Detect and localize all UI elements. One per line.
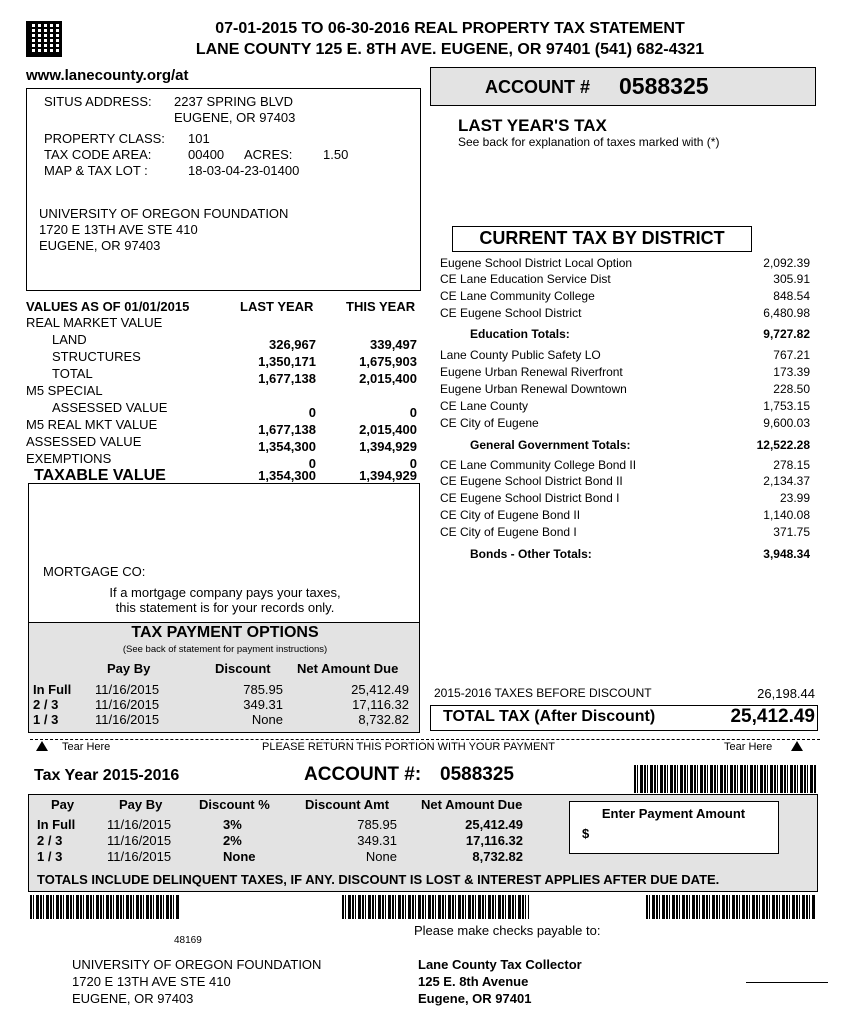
stub-row-net: 8,732.82 <box>472 849 523 864</box>
stub-payment-box <box>28 794 818 892</box>
district-row-value: 12,522.28 <box>756 438 810 452</box>
account-box <box>430 67 816 106</box>
mortgage-label: MORTGAGE CO: <box>43 564 146 579</box>
district-row-value: 278.15 <box>773 458 810 472</box>
account-label: ACCOUNT # <box>485 77 591 97</box>
values-row-this: 0 <box>409 456 417 471</box>
tear-arrow-left-icon <box>36 741 48 751</box>
values-header: VALUES AS OF 01/01/2015 <box>26 299 190 314</box>
stub-owner-address: 1720 E 13TH AVE STE 410 <box>72 974 231 989</box>
district-row-label: CE Lane Education Service Dist <box>440 272 611 286</box>
values-row-this: 1,394,929 <box>359 439 417 454</box>
option-row-label: 1 / 3 <box>33 712 59 727</box>
stub-row-pct: 2% <box>223 833 242 848</box>
values-row-last: 1,677,138 <box>258 371 316 386</box>
taxable-label: TAXABLE VALUE <box>34 467 166 484</box>
district-row-label: CE City of Eugene Bond I <box>440 525 577 539</box>
values-row-label: M5 SPECIAL <box>26 383 103 398</box>
property-box <box>26 88 421 291</box>
values-col-last: LAST YEAR <box>240 299 314 314</box>
option-row-discount: 349.31 <box>243 697 283 712</box>
stub-col-pay: Pay <box>51 797 75 812</box>
values-row-last: 326,967 <box>269 337 316 352</box>
stub-row-amt: 785.95 <box>357 817 397 832</box>
options-col-payby: Pay By <box>107 661 151 676</box>
option-row-discount: 785.95 <box>243 682 283 697</box>
district-row-label: CE Eugene School District Bond I <box>440 491 620 505</box>
option-row-net: 17,116.32 <box>352 697 409 712</box>
option-row-net: 25,412.49 <box>351 682 409 697</box>
mortgage-box <box>28 483 420 623</box>
district-row-label: CE Eugene School District Bond II <box>440 474 623 488</box>
stub-footer-note: TOTALS INCLUDE DELINQUENT TAXES, IF ANY. DISCOUNT IS LOST & INTEREST APPLIES AFTER DUE DATE. <box>37 872 720 887</box>
payee-address: 125 E. 8th Avenue <box>418 974 529 989</box>
stub-owner-name: UNIVERSITY OF OREGON FOUNDATION <box>72 957 322 972</box>
district-row-value: 2,134.37 <box>763 474 810 488</box>
values-row-this: 2,015,400 <box>359 371 417 386</box>
values-row-this: 339,497 <box>370 337 417 352</box>
total-tax-label: TOTAL TAX (After Discount) <box>443 708 656 725</box>
last-year-title: LAST YEAR'S TAX <box>458 116 607 135</box>
signature-line <box>746 982 828 983</box>
district-row-label: Education Totals: <box>470 327 570 341</box>
payment-options-title: TAX PAYMENT OPTIONS <box>131 624 319 641</box>
barcode-middle-icon <box>342 895 529 919</box>
checks-payable-note: Please make checks payable to: <box>414 923 601 938</box>
district-row-value: 6,480.98 <box>763 306 810 320</box>
statement-title: 07-01-2015 TO 06-30-2016 REAL PROPERTY TAX STATEMENT <box>215 20 685 37</box>
stub-row-amt: None <box>365 849 397 864</box>
option-row-discount: None <box>251 712 283 727</box>
option-row-date: 11/16/2015 <box>95 697 160 712</box>
district-row-value: 228.50 <box>773 382 810 396</box>
option-row-label: 2 / 3 <box>33 697 59 712</box>
mail-code: 48169 <box>174 935 202 946</box>
district-row-label: CE Eugene School District <box>440 306 582 320</box>
option-row-net: 8,732.82 <box>358 712 409 727</box>
district-row-label: General Government Totals: <box>470 438 631 452</box>
before-discount-value: 26,198.44 <box>757 686 815 701</box>
values-row-this: 2,015,400 <box>359 422 417 437</box>
county-address: LANE COUNTY 125 E. 8TH AVE. EUGENE, OR 97401 (541) 682-4321 <box>195 41 705 58</box>
qr-code-icon <box>26 21 62 57</box>
property-class-value: 101 <box>188 131 210 146</box>
values-row-last: 0 <box>308 456 316 471</box>
stub-col-discpct: Discount % <box>199 797 270 812</box>
stub-row-amt: 349.31 <box>357 833 397 848</box>
barcode-right-icon <box>646 895 816 919</box>
barcode-left-icon <box>30 895 180 919</box>
values-row-this: 0 <box>409 405 417 420</box>
district-title: CURRENT TAX BY DISTRICT <box>452 226 752 252</box>
stub-row-net: 25,412.49 <box>465 817 523 832</box>
tax-code-value: 00400 <box>188 147 225 162</box>
values-row-label: ASSESSED VALUE <box>52 400 168 415</box>
payment-options-box <box>28 622 420 733</box>
tear-line <box>30 739 820 740</box>
district-row-label: Bonds - Other Totals: <box>470 547 592 561</box>
tear-here-right: Tear Here <box>724 741 773 753</box>
options-col-net: Net Amount Due <box>297 661 399 676</box>
stub-owner-city: EUGENE, OR 97403 <box>72 991 194 1006</box>
district-row-label: CE City of Eugene <box>440 416 539 430</box>
values-row-last: 0 <box>308 405 316 420</box>
stub-tax-year: Tax Year 2015-2016 <box>34 767 180 784</box>
stub-row-label: 1 / 3 <box>37 849 63 864</box>
district-row-label: Eugene Urban Renewal Riverfront <box>440 365 623 379</box>
payment-amount-label: Enter Payment Amount <box>601 806 746 821</box>
owner-address: 1720 E 13TH AVE STE 410 <box>39 222 198 237</box>
district-row-label: CE Lane Community College <box>440 289 595 303</box>
stub-account-number: 0588325 <box>440 764 514 785</box>
stub-col-payby: Pay By <box>119 797 163 812</box>
stub-col-net: Net Amount Due <box>421 797 523 812</box>
account-number: 0588325 <box>619 73 709 99</box>
stub-row-date: 11/16/2015 <box>107 833 172 848</box>
owner-city: EUGENE, OR 97403 <box>39 238 161 253</box>
district-row-label: CE Lane County <box>440 399 529 413</box>
district-row-value: 9,600.03 <box>763 416 810 430</box>
values-row-label: ASSESSED VALUE <box>26 434 142 449</box>
stub-row-pct: None <box>223 849 256 864</box>
stub-row-label: 2 / 3 <box>37 833 63 848</box>
district-row-label: CE Lane Community College Bond II <box>440 458 637 472</box>
district-row-value: 3,948.34 <box>763 547 810 561</box>
stub-barcode-icon <box>634 765 816 793</box>
stub-col-discamt: Discount Amt <box>305 797 390 812</box>
district-row-value: 9,727.82 <box>763 327 810 341</box>
tax-code-label: TAX CODE AREA: <box>44 147 152 162</box>
values-row-last: 1,354,300 <box>258 439 316 454</box>
values-col-this: THIS YEAR <box>346 299 416 314</box>
tear-here-left: Tear Here <box>62 741 111 753</box>
tear-arrow-right-icon <box>791 741 803 751</box>
values-row-label: REAL MARKET VALUE <box>26 315 163 330</box>
district-row-value: 2,092.39 <box>763 256 810 270</box>
values-row-label: M5 REAL MKT VALUE <box>26 417 158 432</box>
website-link[interactable]: www.lanecounty.org/at <box>26 67 189 84</box>
stub-row-pct: 3% <box>223 817 242 832</box>
values-row-last: 1,350,171 <box>258 354 316 369</box>
district-row-label: Lane County Public Safety LO <box>440 348 601 362</box>
values-row-last: 1,677,138 <box>258 422 316 437</box>
district-row-value: 173.39 <box>773 365 810 379</box>
district-row-value: 1,140.08 <box>763 508 810 522</box>
district-row-value: 305.91 <box>773 272 810 286</box>
acres-value: 1.50 <box>323 147 349 162</box>
return-portion-note: PLEASE RETURN THIS PORTION WITH YOUR PAYMENT <box>262 741 555 753</box>
total-tax-box <box>430 705 818 731</box>
district-row-value: 371.75 <box>773 525 810 539</box>
taxable-this: 1,394,929 <box>359 468 417 483</box>
values-row-label: LAND <box>52 332 87 347</box>
situs-line1: 2237 SPRING BLVD <box>174 94 293 109</box>
options-col-discount: Discount <box>215 661 271 676</box>
values-row-this: 1,675,903 <box>359 354 417 369</box>
mortgage-note-line1: If a mortgage company pays your taxes, <box>109 585 341 600</box>
property-class-label: PROPERTY CLASS: <box>44 131 165 146</box>
stub-account-label: ACCOUNT #: <box>304 764 422 785</box>
option-row-date: 11/16/2015 <box>95 712 160 727</box>
stub-row-date: 11/16/2015 <box>107 849 172 864</box>
payee-city: Eugene, OR 97401 <box>418 991 532 1006</box>
district-row-value: 23.99 <box>779 491 810 505</box>
map-value: 18-03-04-23-01400 <box>188 163 300 178</box>
payment-amount-field[interactable] <box>569 801 779 854</box>
values-row-label: STRUCTURES <box>52 349 141 364</box>
payment-options-subtitle: (See back of statement for payment instructions) <box>122 644 328 655</box>
dollar-sign: $ <box>582 826 590 841</box>
district-row-value: 767.21 <box>773 348 810 362</box>
acres-label: ACRES: <box>244 147 293 162</box>
values-row-label: TOTAL <box>52 366 93 381</box>
district-row-label: Eugene Urban Renewal Downtown <box>440 382 627 396</box>
mortgage-note-line2: this statement is for your records only. <box>115 600 335 615</box>
option-row-date: 11/16/2015 <box>95 682 160 697</box>
last-year-note: See back for explanation of taxes marked with (*) <box>458 135 720 149</box>
before-discount-label: 2015-2016 TAXES BEFORE DISCOUNT <box>434 686 652 700</box>
owner-name: UNIVERSITY OF OREGON FOUNDATION <box>39 206 289 221</box>
district-row-label: Eugene School District Local Option <box>440 256 633 270</box>
stub-row-label: In Full <box>37 817 76 832</box>
payee-name: Lane County Tax Collector <box>418 957 582 972</box>
option-row-label: In Full <box>33 682 72 697</box>
map-label: MAP & TAX LOT : <box>44 163 148 178</box>
district-row-label: CE City of Eugene Bond II <box>440 508 581 522</box>
district-row-value: 1,753.15 <box>763 399 810 413</box>
taxable-last: 1,354,300 <box>258 468 316 483</box>
stub-row-date: 11/16/2015 <box>107 817 172 832</box>
district-row-value: 848.54 <box>773 289 810 303</box>
situs-label: SITUS ADDRESS: <box>44 94 152 109</box>
situs-line2: EUGENE, OR 97403 <box>174 110 296 125</box>
total-tax-value: 25,412.49 <box>730 706 815 727</box>
stub-row-net: 17,116.32 <box>465 833 523 848</box>
values-row-label: EXEMPTIONS <box>26 451 112 466</box>
